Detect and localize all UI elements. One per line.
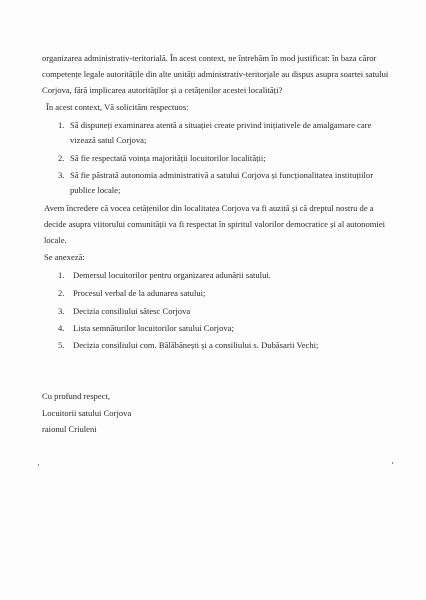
intro-line-3: Corjova, fără implicarea autorităților și a cetățenilor acestei localități?	[42, 85, 283, 95]
annex-number: 1.	[58, 270, 65, 280]
request-number: 1.	[58, 120, 65, 130]
request-intro: În acest context, Vă solicităm respectuos:	[46, 102, 189, 112]
request-line: publice locale;	[70, 185, 121, 195]
request-line: vizează satul Corjova;	[70, 135, 147, 145]
scan-speck	[38, 464, 39, 466]
request-number: 2.	[58, 153, 65, 163]
intro-line-2: competențe legale autoritățile din alte unități administrativ-teritorjale au dispus asupra soartei satului	[42, 69, 389, 79]
annex-number: 4.	[58, 323, 65, 333]
annex-title: Se anexeză:	[44, 252, 85, 262]
request-line: Să fie păstrată autonomia administrativă a satului Corjova și funcționalitatea instituțiilor	[70, 170, 374, 180]
annex-item: Decizia consiliului sătesc Corjova	[73, 306, 191, 316]
annex-item: Lista semnăturilor locuitorilor satului Corjova;	[73, 323, 234, 333]
hope-line-2: decide asupra viitorului comunității va fi respectat în spiritul valorilor democratice și al autonomiei	[44, 219, 386, 229]
annex-item: Decizia consiliului com. Bălăbănești și a consiliului s. Dubăsarii Vechi;	[73, 340, 319, 350]
scan-speck	[392, 462, 393, 464]
hope-line-3: locale.	[44, 235, 67, 245]
intro-line-1: organizarea administrativ-teritorială. În acest context, ne întrebăm în mod justificat: în baza căror	[42, 53, 377, 63]
request-number: 3.	[58, 170, 65, 180]
annex-number: 3.	[58, 306, 65, 316]
annex-item: Procesul verbal de la adunarea satului;	[73, 288, 206, 298]
closing-signatories: Locuitorii satului Corjova	[42, 408, 132, 418]
closing-respect: Cu profund respect,	[42, 391, 111, 401]
closing-district: raionul Criuleni	[42, 424, 97, 434]
annex-number: 5.	[58, 340, 65, 350]
request-line: Să fie respectată voința majorității locuitorilor localității;	[70, 153, 266, 163]
annex-number: 2.	[58, 288, 65, 298]
hope-line-1: Avem încredere că vocea cetățenilor din localitatea Corjova va fi auzită și că dreptul nostru de a	[44, 203, 374, 213]
request-line: Să dispuneți examinarea atentă a situației create privind inițiativele de amalgamare care	[70, 120, 372, 130]
annex-item: Demersul locuitorilor pentru organizarea adunării satului.	[73, 270, 271, 280]
